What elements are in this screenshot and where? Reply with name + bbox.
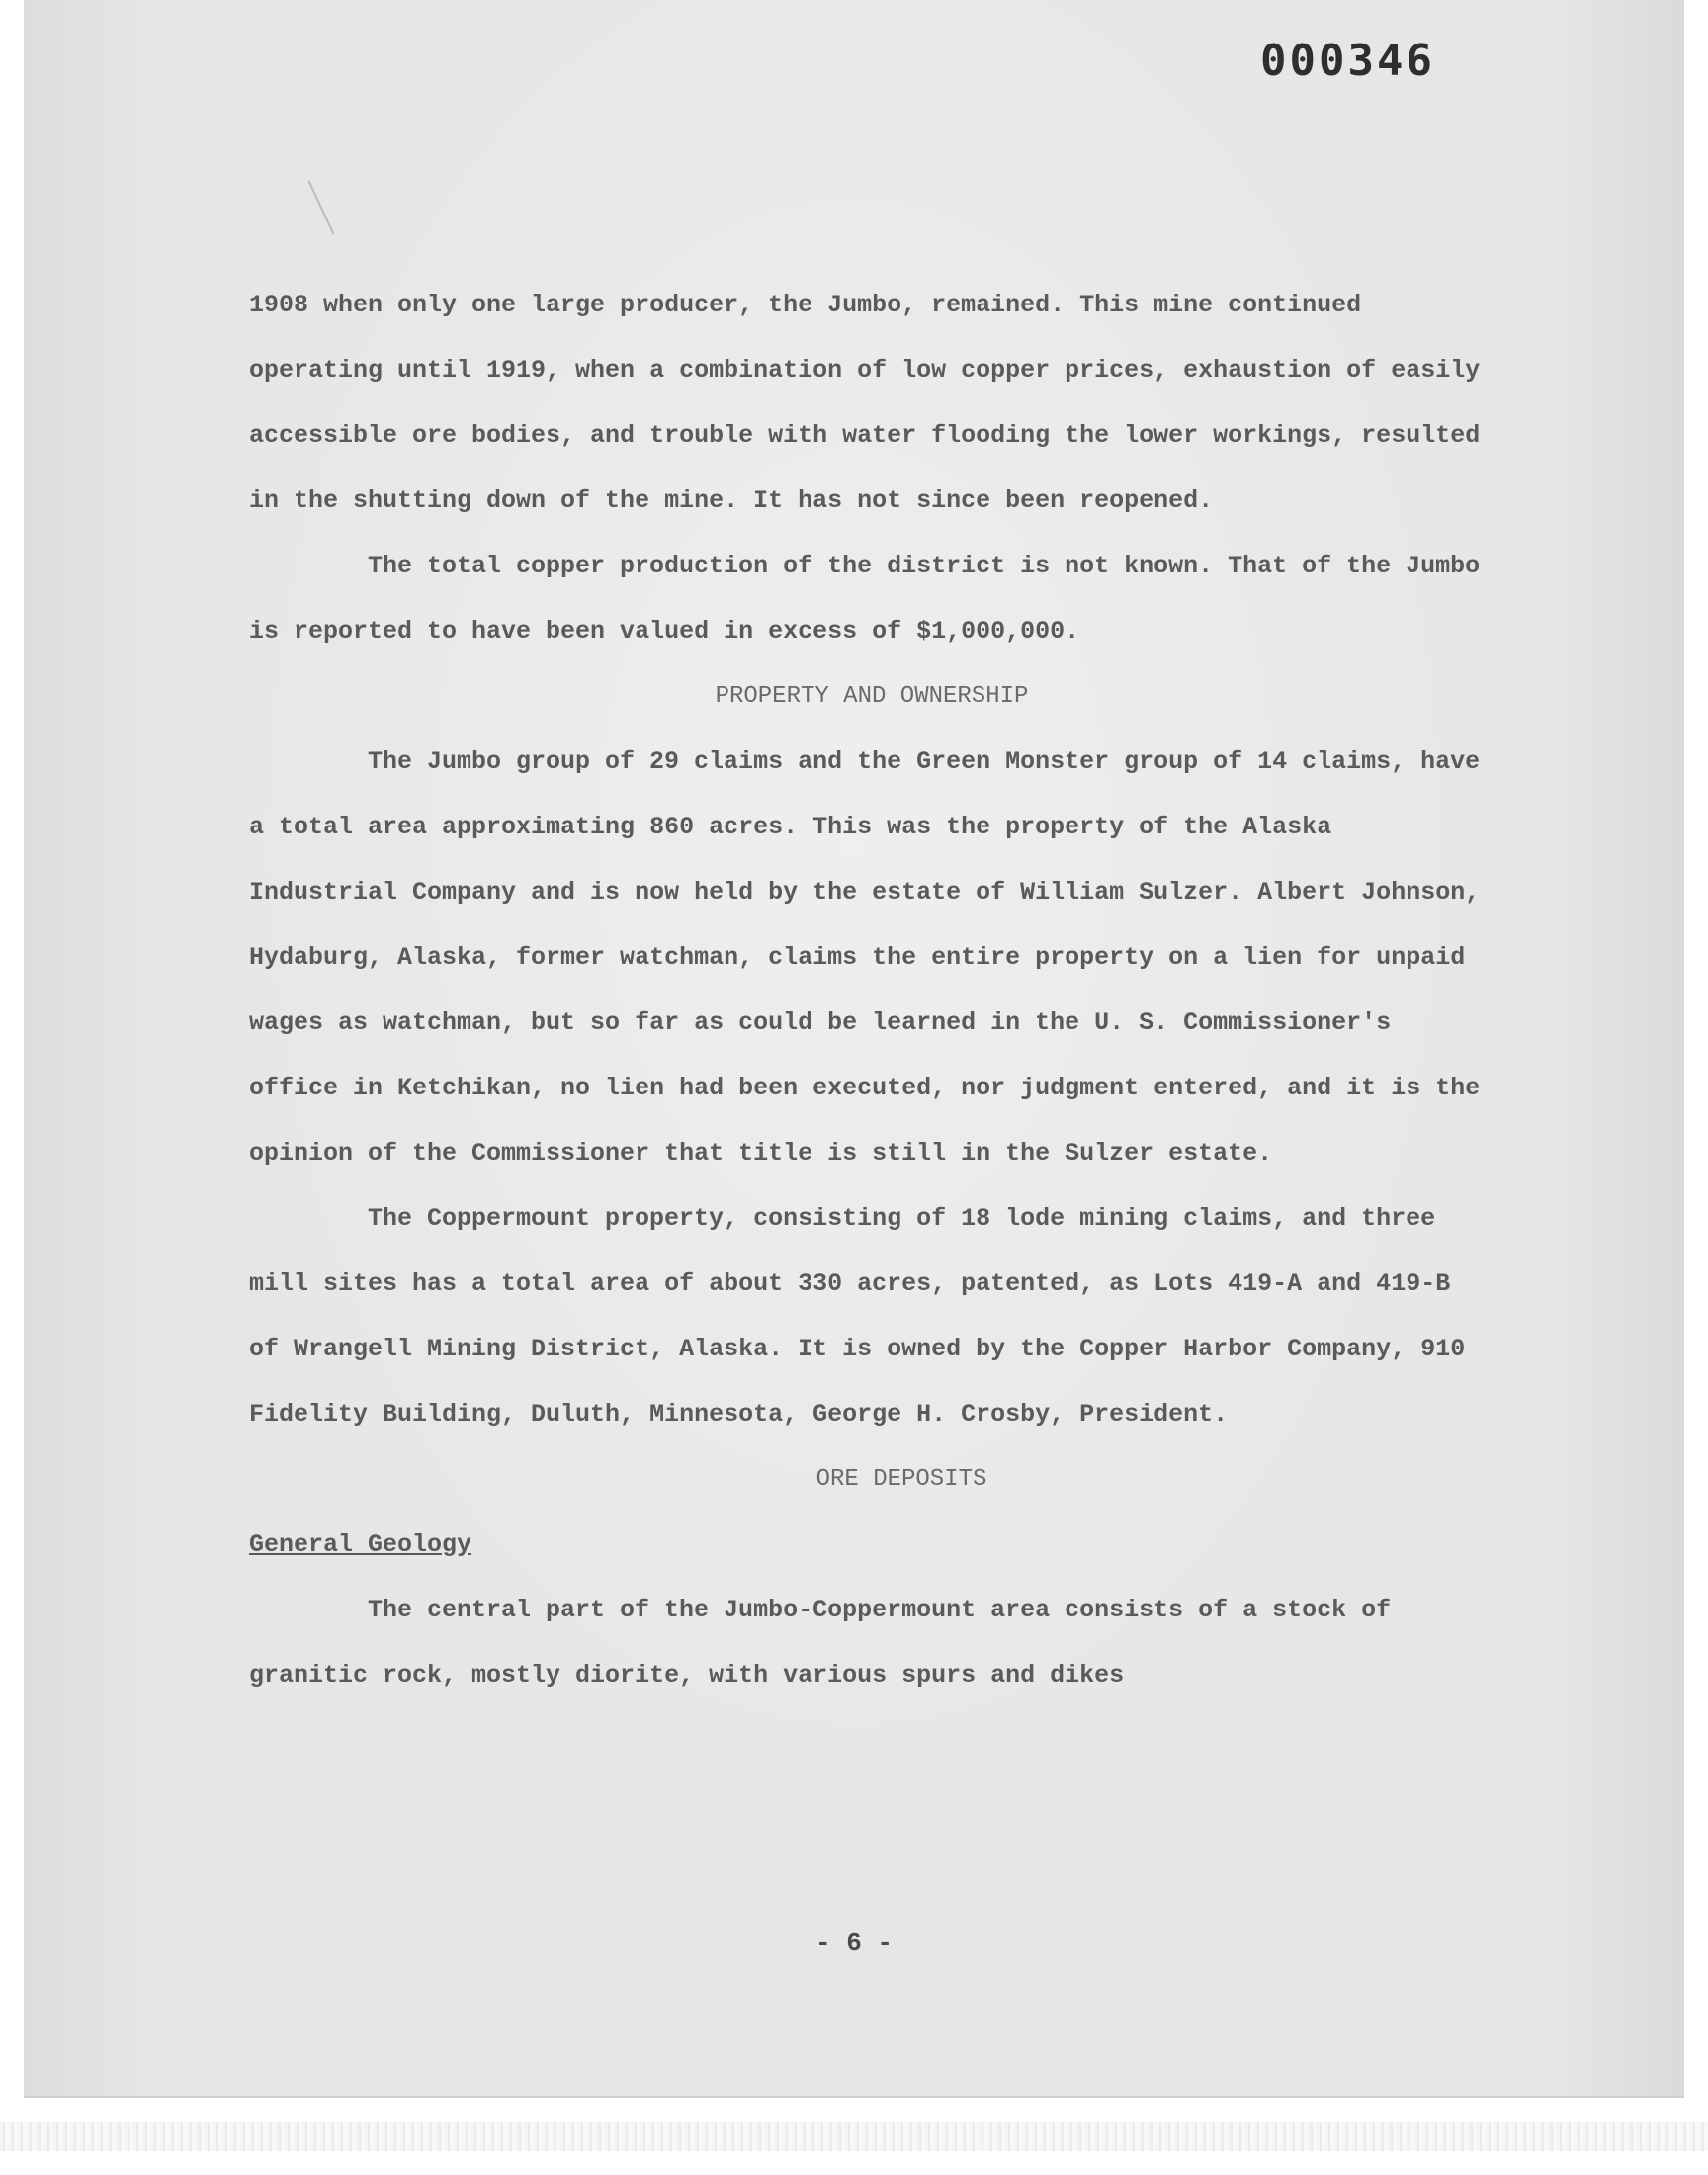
paragraph-coppermount-property: The Coppermount property, consisting of 18 lode mining claims, and three mill sites has a total area of about 330 acres, patented, as Lots 419-A and 419-B of Wrangell Mining District, Alaska. It is owned by the Copper Harbor Company, 910 Fidelity Building, Duluth, Minnesota, George H. Crosby, President.	[249, 1204, 1466, 1429]
scan-mark	[307, 180, 334, 234]
heading-ore-deposits: ORE DEPOSITS	[815, 1466, 987, 1493]
document-number: 000346	[1260, 36, 1435, 86]
page-number: - 6 -	[814, 1928, 893, 1958]
scan-edge-strip	[0, 2122, 1708, 2151]
paragraph-production: The total copper production of the district is not known. That of the Jumbo is reported to have been valued in excess of $1,000,000.	[249, 552, 1481, 646]
page-body	[249, 273, 1494, 1708]
paragraph-history: 1908 when only one large producer, the Jumbo, remained. This mine continued operating until 1919, when a combination of low copper prices, exhaustion of easily accessible ore bodies, and trouble with water flooding the lower workings, resulted in the shutting down of the mine. It has not since been reopened.	[249, 291, 1481, 515]
heading-property-ownership: PROPERTY AND OWNERSHIP	[715, 683, 1029, 710]
paragraph-jumbo-property: The Jumbo group of 29 claims and the Green Monster group of 14 claims, have a total area approximating 860 acres. This was the property of the Alaska Industrial Company and is now held by the estate of William Sulzer. Albert Johnson, Hydaburg, Alaska, former watchman, claims the entire property on a lien for unpaid wages as watchman, but so far as could be learned in the U. S. Commissioner's office in Ketchikan, no lien had been executed, nor judgment entered, and it is the opinion of the Commissioner that title is still in the Sulzer estate.	[249, 747, 1481, 1168]
subheading-general-geology: General Geology	[249, 1530, 472, 1559]
paragraph-geology: The central part of the Jumbo-Coppermount area consists of a stock of granitic rock, mostly diorite, with various spurs and dikes	[249, 1596, 1392, 1690]
